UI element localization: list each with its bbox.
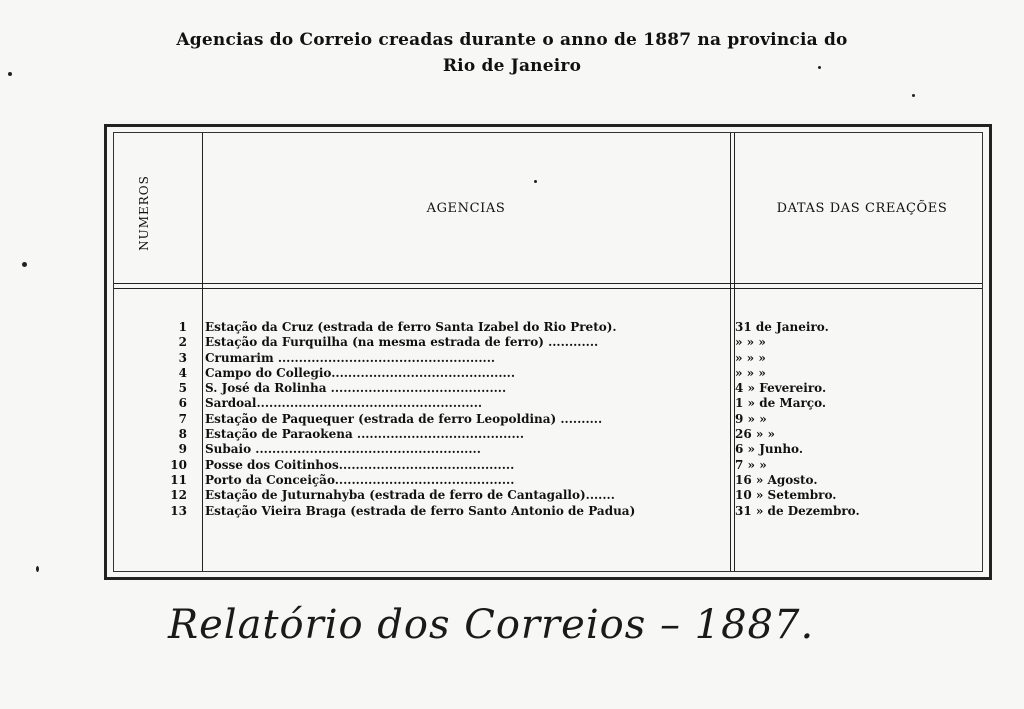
row-data: 7 » » (735, 457, 767, 472)
row-number: 6 (178, 396, 187, 411)
row-number: 9 (178, 442, 187, 457)
header-agencias: AGENCIAS (426, 201, 506, 216)
row-number: 5 (178, 381, 187, 396)
table-frame (104, 124, 992, 580)
table-row (107, 427, 987, 442)
row-data: 31 » de Dezembro. (735, 503, 860, 518)
table-row (107, 412, 987, 427)
row-agencia: Estação de Paquequer (estrada de ferro Leopoldina) .......... (205, 411, 603, 426)
row-number: 8 (178, 427, 187, 442)
page-title-line-2: Rio de Janeiro (442, 56, 582, 76)
table-row (107, 458, 987, 473)
table-body (107, 320, 987, 519)
row-number: 4 (178, 365, 187, 380)
row-data: 16 » Agosto. (735, 472, 818, 487)
table-row (107, 442, 987, 457)
scan-speck (534, 180, 537, 183)
row-agencia: Estação da Cruz (estrada de ferro Santa Izabel do Rio Preto). (205, 320, 617, 334)
row-agencia: Sardoal...................................................... (205, 396, 483, 411)
row-data: » » » (735, 335, 766, 350)
scan-speck (36, 566, 39, 572)
table-row (107, 473, 987, 488)
row-agencia: Campo do Collegio............................................ (205, 365, 516, 380)
row-agencia: Porto da Conceição........................................... (205, 472, 515, 487)
row-data: 10 » Setembro. (735, 488, 837, 503)
row-data: 4 » Fevereiro. (735, 381, 827, 396)
row-agencia: S. José da Rolinha .......................................... (205, 381, 507, 396)
row-agencia: Estação da Furquilha (na mesma estrada de ferro) ............ (205, 335, 599, 350)
handwritten-caption: Relatório dos Correios – 1887. (168, 602, 815, 648)
scan-speck (818, 66, 821, 69)
table-row (107, 396, 987, 411)
row-number: 3 (178, 350, 187, 365)
row-data: 1 » de Março. (735, 396, 827, 411)
header-numeros: NUMEROS (137, 175, 151, 251)
row-data: 31 de Janeiro. (735, 320, 829, 334)
scan-speck (22, 262, 27, 267)
table-row (107, 488, 987, 503)
row-data: » » » (735, 365, 766, 380)
row-number: 11 (170, 472, 187, 487)
row-data: 9 » » (735, 411, 767, 426)
row-number: 12 (170, 488, 187, 503)
row-number: 13 (170, 503, 187, 518)
table-row (107, 381, 987, 396)
row-agencia: Estação de Juturnahyba (estrada de ferro de Cantagallo)....... (205, 488, 615, 503)
row-agencia: Subaio ...................................................... (205, 442, 481, 457)
table-row (107, 335, 987, 350)
header-rule (114, 283, 982, 284)
row-agencia: Estação Vieira Braga (estrada de ferro Santo Antonio de Padua) (205, 503, 636, 518)
scan-speck (8, 72, 12, 76)
table-row (107, 504, 987, 519)
row-data: 26 » » (735, 427, 776, 442)
table-row (107, 320, 987, 335)
row-agencia: Posse dos Coitinhos.......................................... (205, 457, 515, 472)
header-rule (114, 288, 982, 289)
scan-speck (912, 94, 915, 97)
row-agencia: Estação de Paraokena ........................................ (205, 427, 525, 442)
row-number: 7 (178, 411, 187, 426)
table-row (107, 366, 987, 381)
row-data: » » » (735, 350, 766, 365)
row-number: 10 (170, 457, 187, 472)
row-data: 6 » Junho. (735, 442, 804, 457)
header-datas: DATAS DAS CREAÇÕES (776, 201, 948, 216)
row-number: 1 (178, 320, 187, 334)
page-title-line-1: Agencias do Correio creadas durante o anno de 1887 na provincia do (176, 30, 848, 50)
row-agencia: Crumarim .................................................... (205, 350, 496, 365)
row-number: 2 (178, 335, 187, 350)
table-row (107, 351, 987, 366)
